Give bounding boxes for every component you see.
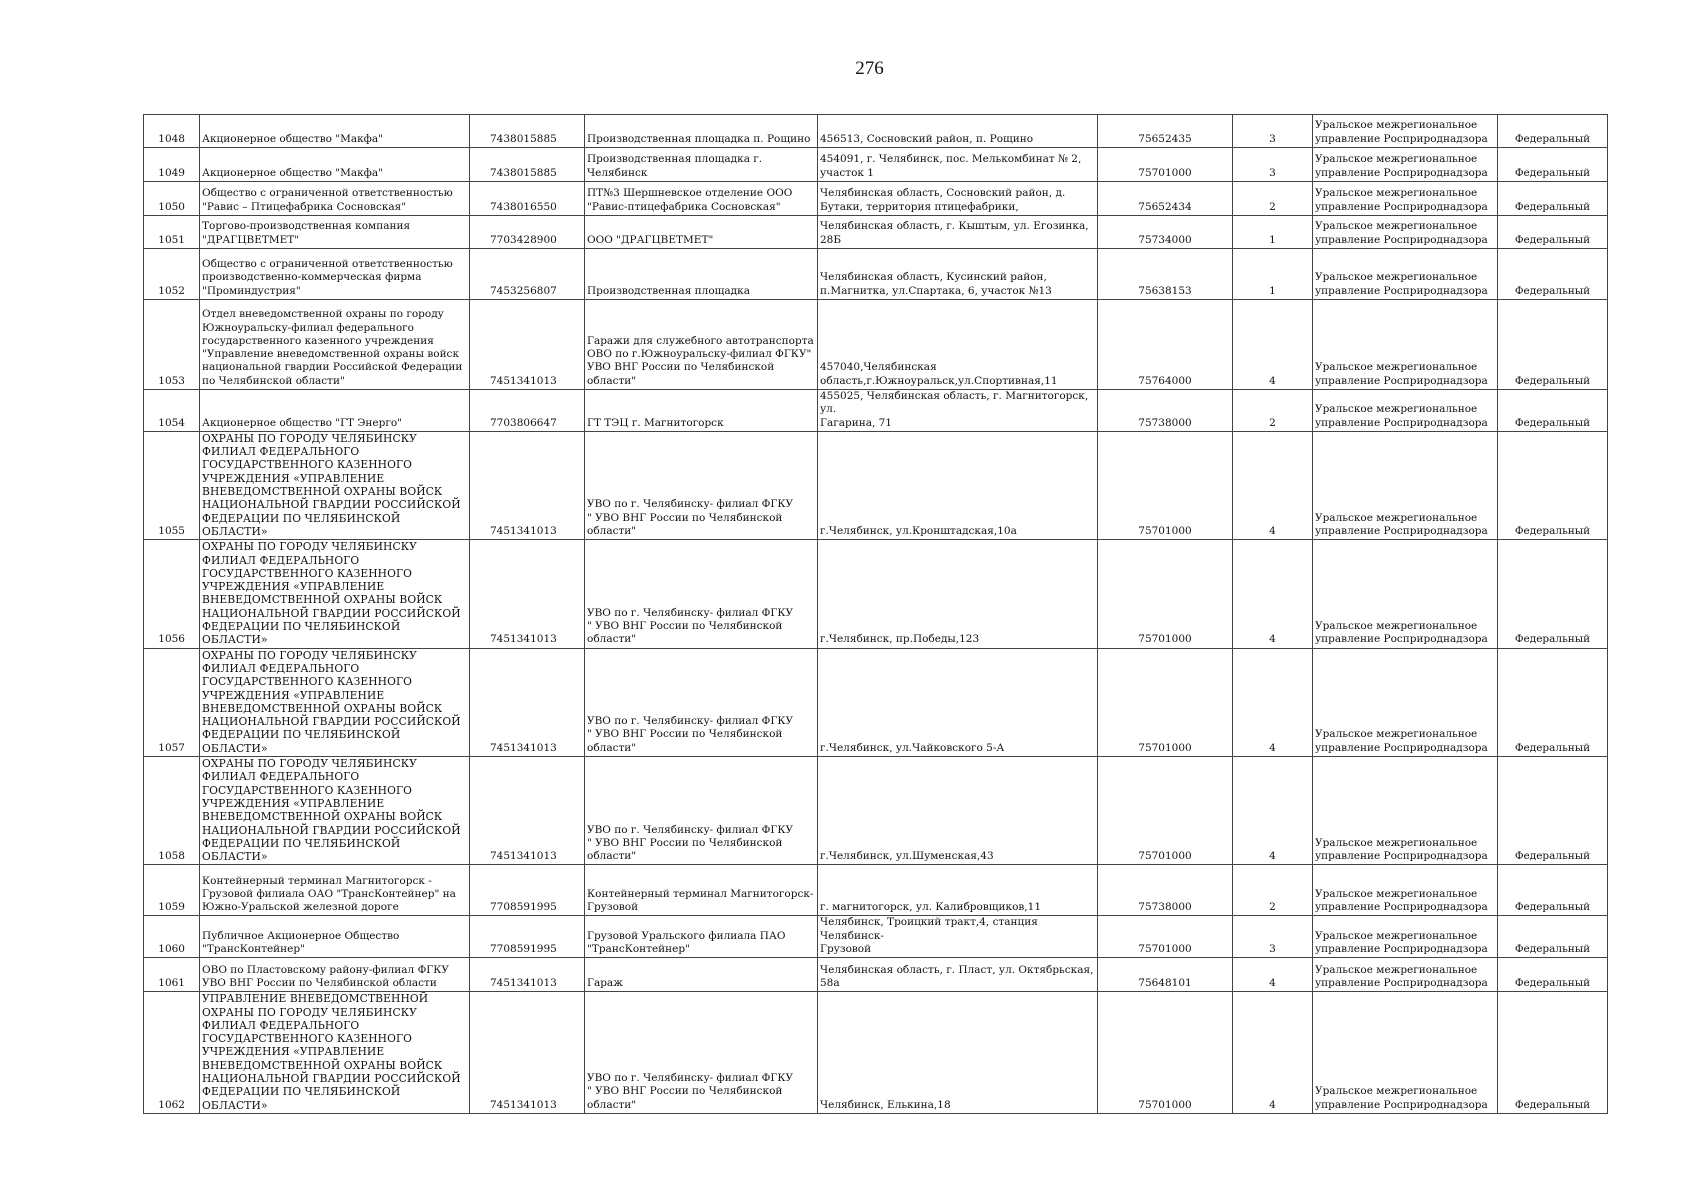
object-address: г. магнитогорск, ул. Калибровщиков,11 [818,865,1098,916]
table-row [144,992,1608,1114]
organization-name: Отдел вневедомственной охраны по городу Южноуральску-филиал федерального государственного казенного учреждения "Управление вневедомственной охраны войск национальной гвардии Российской Федерации по Челябинской области" [200,300,470,390]
supervisory-authority: Уральское межрегиональное управление Росприроднадзора [1313,916,1498,958]
okato-code: 75701000 [1098,757,1233,865]
page-number: 276 [855,58,884,79]
object-name: УВО по г. Челябинску- филиал ФГКУ " УВО ВНГ России по Челябинской области" [585,757,818,865]
organization-name: ОХРАНЫ ПО ГОРОДУ ЧЕЛЯБИНСКУ ФИЛИАЛ ФЕДЕРАЛЬНОГО ГОСУДАРСТВЕННОГО КАЗЕННОГО УЧРЕЖДЕНИЯ «УПРАВЛЕНИЕ ВНЕВЕДОМСТВЕННОЙ ОХРАНЫ ВОЙСК НАЦИОНАЛЬНОЙ ГВАРДИИ РОССИЙСКОЙ ФЕДЕРАЦИИ ПО ЧЕЛЯБИНСКОЙ ОБЛАСТИ» [200,431,470,539]
table-row [144,648,1608,756]
row-number: 1056 [144,540,200,648]
risk-category: 3 [1233,115,1313,148]
okato-code: 75701000 [1098,992,1233,1114]
organization-name: Общество с ограниченной ответственностью "Равис – Птицефабрика Сосновская" [200,182,470,216]
supervision-level: Федеральный [1498,540,1608,648]
object-name: ООО "ДРАГЦВЕТМЕТ" [585,216,818,249]
object-address: Челябинская область, Сосновский район, д. Бутаки, территория птицефабрики, [818,182,1098,216]
risk-category: 2 [1233,390,1313,432]
supervision-level: Федеральный [1498,958,1608,992]
supervision-level: Федеральный [1498,757,1608,865]
row-number: 1049 [144,148,200,182]
supervisory-authority: Уральское межрегиональное управление Росприроднадзора [1313,216,1498,249]
row-number: 1048 [144,115,200,148]
okato-code: 75701000 [1098,916,1233,958]
inn: 7438015885 [470,115,585,148]
supervision-level: Федеральный [1498,390,1608,432]
object-name: ГТ ТЭЦ г. Магнитогорск [585,390,818,432]
organization-name: Акционерное общество "Макфа" [200,148,470,182]
object-address: 457040,Челябинская область,г.Южноуральск,ул.Спортивная,11 [818,300,1098,390]
organization-name: ОВО по Пластовскому району-филиал ФГКУ УВО ВНГ России по Челябинской области [200,958,470,992]
object-address: Челябинск, Елькина,18 [818,992,1098,1114]
object-name: УВО по г. Челябинску- филиал ФГКУ " УВО ВНГ России по Челябинской области" [585,540,818,648]
object-name: Производственная площадка п. Рощино [585,115,818,148]
okato-code: 75638153 [1098,249,1233,300]
registry-table [143,114,1608,1114]
supervision-level: Федеральный [1498,431,1608,539]
row-number: 1053 [144,300,200,390]
risk-category: 2 [1233,865,1313,916]
inn: 7451341013 [470,431,585,539]
okato-code: 75734000 [1098,216,1233,249]
inn: 7451341013 [470,648,585,756]
table-row [144,916,1608,958]
risk-category: 4 [1233,431,1313,539]
supervisory-authority: Уральское межрегиональное управление Росприроднадзора [1313,958,1498,992]
object-name: ПТ№3 Шершневское отделение ООО "Равис-птицефабрика Сосновская" [585,182,818,216]
supervisory-authority: Уральское межрегиональное управление Росприроднадзора [1313,148,1498,182]
supervisory-authority: Уральское межрегиональное управление Росприроднадзора [1313,249,1498,300]
okato-code: 75764000 [1098,300,1233,390]
supervision-level: Федеральный [1498,992,1608,1114]
object-name: УВО по г. Челябинску- филиал ФГКУ " УВО ВНГ России по Челябинской области" [585,648,818,756]
table-row [144,865,1608,916]
object-address: Челябинская область, г. Пласт, ул. Октябрьская, 58а [818,958,1098,992]
table-row [144,249,1608,300]
inn: 7451341013 [470,300,585,390]
organization-name: ОХРАНЫ ПО ГОРОДУ ЧЕЛЯБИНСКУ ФИЛИАЛ ФЕДЕРАЛЬНОГО ГОСУДАРСТВЕННОГО КАЗЕННОГО УЧРЕЖДЕНИЯ «УПРАВЛЕНИЕ ВНЕВЕДОМСТВЕННОЙ ОХРАНЫ ВОЙСК НАЦИОНАЛЬНОЙ ГВАРДИИ РОССИЙСКОЙ ФЕДЕРАЦИИ ПО ЧЕЛЯБИНСКОЙ ОБЛАСТИ» [200,540,470,648]
supervision-level: Федеральный [1498,249,1608,300]
object-address: 454091, г. Челябинск, пос. Мелькомбинат № 2, участок 1 [818,148,1098,182]
inn: 7451341013 [470,540,585,648]
supervision-level: Федеральный [1498,865,1608,916]
okato-code: 75738000 [1098,865,1233,916]
okato-code: 75738000 [1098,390,1233,432]
okato-code: 75701000 [1098,648,1233,756]
organization-name: ОХРАНЫ ПО ГОРОДУ ЧЕЛЯБИНСКУ ФИЛИАЛ ФЕДЕРАЛЬНОГО ГОСУДАРСТВЕННОГО КАЗЕННОГО УЧРЕЖДЕНИЯ «УПРАВЛЕНИЕ ВНЕВЕДОМСТВЕННОЙ ОХРАНЫ ВОЙСК НАЦИОНАЛЬНОЙ ГВАРДИИ РОССИЙСКОЙ ФЕДЕРАЦИИ ПО ЧЕЛЯБИНСКОЙ ОБЛАСТИ» [200,757,470,865]
organization-name: Публичное Акционерное Общество "ТрансКонтейнер" [200,916,470,958]
object-address: Челябинская область, г. Кыштым, ул. Егозинка, 28Б [818,216,1098,249]
supervisory-authority: Уральское межрегиональное управление Росприроднадзора [1313,115,1498,148]
supervisory-authority: Уральское межрегиональное управление Росприроднадзора [1313,182,1498,216]
supervision-level: Федеральный [1498,216,1608,249]
row-number: 1052 [144,249,200,300]
okato-code: 75652435 [1098,115,1233,148]
supervisory-authority: Уральское межрегиональное управление Росприроднадзора [1313,300,1498,390]
supervision-level: Федеральный [1498,648,1608,756]
supervision-level: Федеральный [1498,916,1608,958]
organization-name: Акционерное общество "Макфа" [200,115,470,148]
object-name: УВО по г. Челябинску- филиал ФГКУ " УВО ВНГ России по Челябинской области" [585,431,818,539]
organization-name: Торгово-производственная компания "ДРАГЦВЕТМЕТ" [200,216,470,249]
supervisory-authority: Уральское межрегиональное управление Росприроднадзора [1313,540,1498,648]
row-number: 1051 [144,216,200,249]
table-row [144,182,1608,216]
supervision-level: Федеральный [1498,115,1608,148]
inn: 7703806647 [470,390,585,432]
object-name: Производственная площадка г. Челябинск [585,148,818,182]
supervisory-authority: Уральское межрегиональное управление Росприроднадзора [1313,865,1498,916]
row-number: 1055 [144,431,200,539]
object-address: г.Челябинск, ул.Чайковского 5-А [818,648,1098,756]
inn: 7451341013 [470,958,585,992]
table-row [144,148,1608,182]
object-address: г.Челябинск, ул.Кронштадская,10а [818,431,1098,539]
object-name: Производственная площадка [585,249,818,300]
object-address: г.Челябинск, пр.Победы,123 [818,540,1098,648]
okato-code: 75701000 [1098,540,1233,648]
object-address: Челябинская область, Кусинский район, п.Магнитка, ул.Спартака, 6, участок №13 [818,249,1098,300]
row-number: 1060 [144,916,200,958]
risk-category: 4 [1233,992,1313,1114]
row-number: 1057 [144,648,200,756]
supervision-level: Федеральный [1498,300,1608,390]
object-address: г.Челябинск, ул.Шуменская,43 [818,757,1098,865]
row-number: 1058 [144,757,200,865]
object-name: Грузовой Уральского филиала ПАО "ТрансКонтейнер" [585,916,818,958]
risk-category: 4 [1233,540,1313,648]
supervision-level: Федеральный [1498,182,1608,216]
risk-category: 3 [1233,916,1313,958]
supervisory-authority: Уральское межрегиональное управление Росприроднадзора [1313,648,1498,756]
table-row [144,115,1608,148]
object-name: УВО по г. Челябинску- филиал ФГКУ " УВО ВНГ России по Челябинской области" [585,992,818,1114]
table-row [144,431,1608,539]
object-address: 456513, Сосновский район, п. Рощино [818,115,1098,148]
organization-name: УПРАВЛЕНИЕ ВНЕВЕДОМСТВЕННОЙ ОХРАНЫ ПО ГОРОДУ ЧЕЛЯБИНСКУ ФИЛИАЛ ФЕДЕРАЛЬНОГО ГОСУДАРСТВЕННОГО КАЗЕННОГО УЧРЕЖДЕНИЯ «УПРАВЛЕНИЕ ВНЕВЕДОМСТВЕННОЙ ОХРАНЫ ВОЙСК НАЦИОНАЛЬНОЙ ГВАРДИИ РОССИЙСКОЙ ФЕДЕРАЦИИ ПО ЧЕЛЯБИНСКОЙ ОБЛАСТИ» [200,992,470,1114]
organization-name: Общество с ограниченной ответственностью производственно-коммерческая фирма "Проминдустрия" [200,249,470,300]
organization-name: ОХРАНЫ ПО ГОРОДУ ЧЕЛЯБИНСКУ ФИЛИАЛ ФЕДЕРАЛЬНОГО ГОСУДАРСТВЕННОГО КАЗЕННОГО УЧРЕЖДЕНИЯ «УПРАВЛЕНИЕ ВНЕВЕДОМСТВЕННОЙ ОХРАНЫ ВОЙСК НАЦИОНАЛЬНОЙ ГВАРДИИ РОССИЙСКОЙ ФЕДЕРАЦИИ ПО ЧЕЛЯБИНСКОЙ ОБЛАСТИ» [200,648,470,756]
table-row [144,390,1608,432]
row-number: 1059 [144,865,200,916]
risk-category: 1 [1233,216,1313,249]
risk-category: 4 [1233,958,1313,992]
risk-category: 4 [1233,648,1313,756]
table-row [144,540,1608,648]
risk-category: 1 [1233,249,1313,300]
row-number: 1050 [144,182,200,216]
supervisory-authority: Уральское межрегиональное управление Росприроднадзора [1313,431,1498,539]
supervisory-authority: Уральское межрегиональное управление Росприроднадзора [1313,992,1498,1114]
supervisory-authority: Уральское межрегиональное управление Росприроднадзора [1313,757,1498,865]
okato-code: 75652434 [1098,182,1233,216]
risk-category: 4 [1233,300,1313,390]
row-number: 1054 [144,390,200,432]
object-name: Гараж [585,958,818,992]
risk-category: 2 [1233,182,1313,216]
object-name: Контейнерный терминал Магнитогорск- Грузовой [585,865,818,916]
supervisory-authority: Уральское межрегиональное управление Росприроднадзора [1313,390,1498,432]
table-row [144,300,1608,390]
risk-category: 3 [1233,148,1313,182]
inn: 7708591995 [470,916,585,958]
okato-code: 75648101 [1098,958,1233,992]
inn: 7451341013 [470,757,585,865]
table-row [144,958,1608,992]
organization-name: Акционерное общество "ГТ Энерго" [200,390,470,432]
risk-category: 4 [1233,757,1313,865]
object-address: 455025, Челябинская область, г. Магнитогорск, ул. Гагарина, 71 [818,390,1098,432]
inn: 7438015885 [470,148,585,182]
table-row [144,216,1608,249]
supervision-level: Федеральный [1498,148,1608,182]
row-number: 1061 [144,958,200,992]
inn: 7703428900 [470,216,585,249]
object-address: Челябинск, Троицкий тракт,4, станция Челябинск- Грузовой [818,916,1098,958]
inn: 7453256807 [470,249,585,300]
inn: 7438016550 [470,182,585,216]
organization-name: Контейнерный терминал Магнитогорск - Грузовой филиала ОАО "ТрансКонтейнер" на Южно-Уральской железной дороге [200,865,470,916]
okato-code: 75701000 [1098,148,1233,182]
inn: 7708591995 [470,865,585,916]
inn: 7451341013 [470,992,585,1114]
table-row [144,757,1608,865]
row-number: 1062 [144,992,200,1114]
okato-code: 75701000 [1098,431,1233,539]
object-name: Гаражи для служебного автотранспорта ОВО по г.Южноуральску-филиал ФГКУ" УВО ВНГ России по Челябинской области" [585,300,818,390]
